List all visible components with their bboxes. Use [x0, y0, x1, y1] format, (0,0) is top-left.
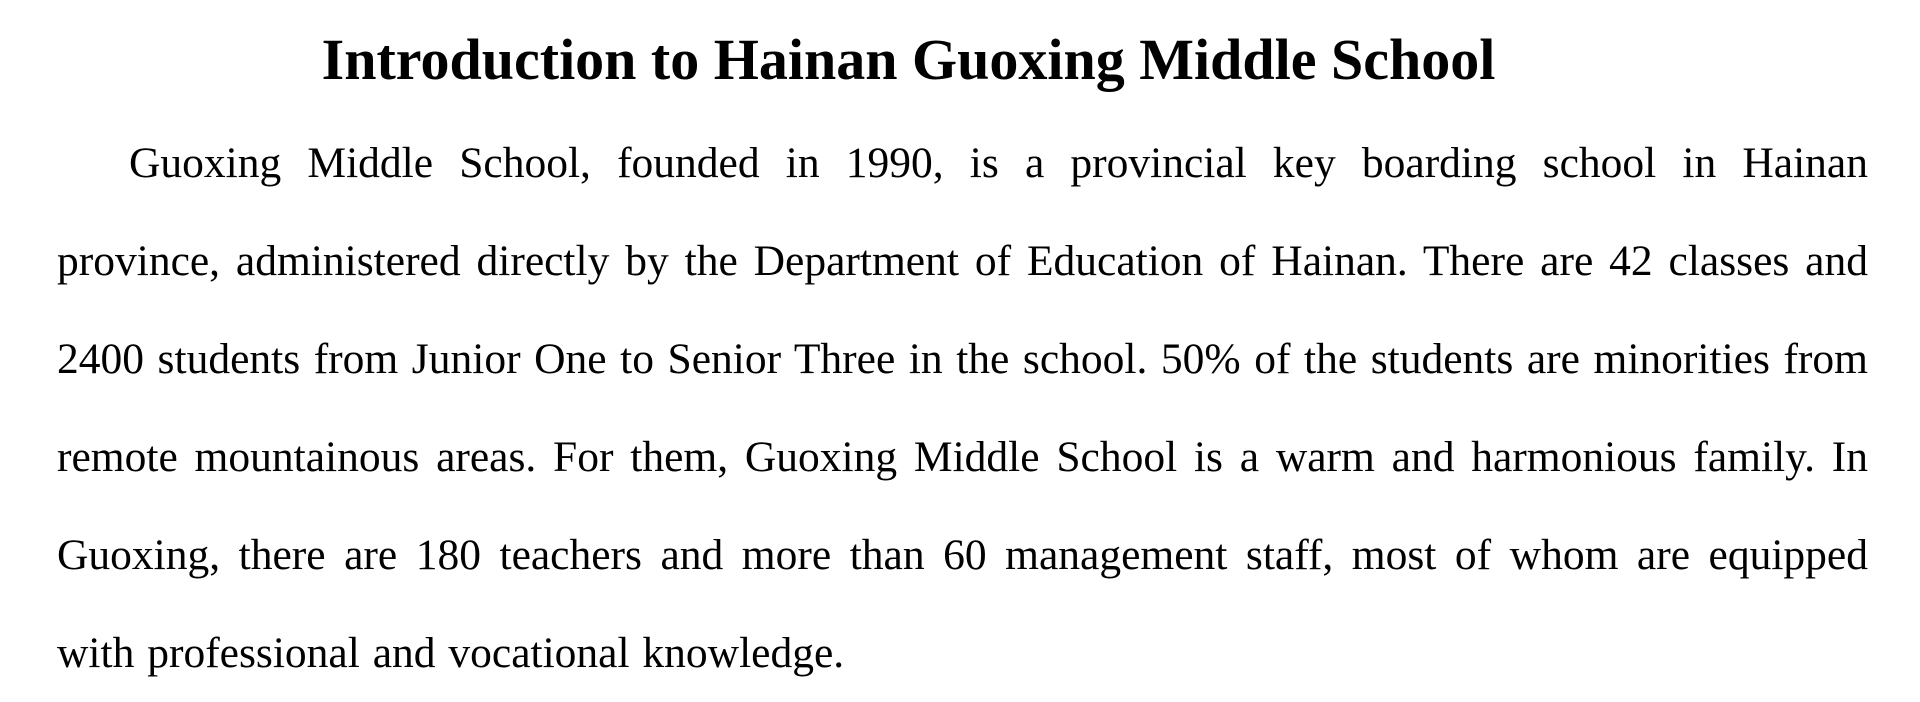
document-paragraph: Guoxing Middle School, founded in 1990, is a provincial key boarding school in Hainan province, administered directly by the Department of Education of Hainan. There are 42 classes and 2400 students from Junior One to Senior Three in the school. 50% of the students are minorities from remote mountainous areas. For them, Guoxing Middle School is a warm and harmonious family. In Guoxing, there are 180 teachers and more than 60 management staff, most of whom are equipped with professional and vocational knowledge.: [57, 139, 1868, 677]
document-title: Introduction to Hainan Guoxing Middle School: [321, 27, 1496, 92]
